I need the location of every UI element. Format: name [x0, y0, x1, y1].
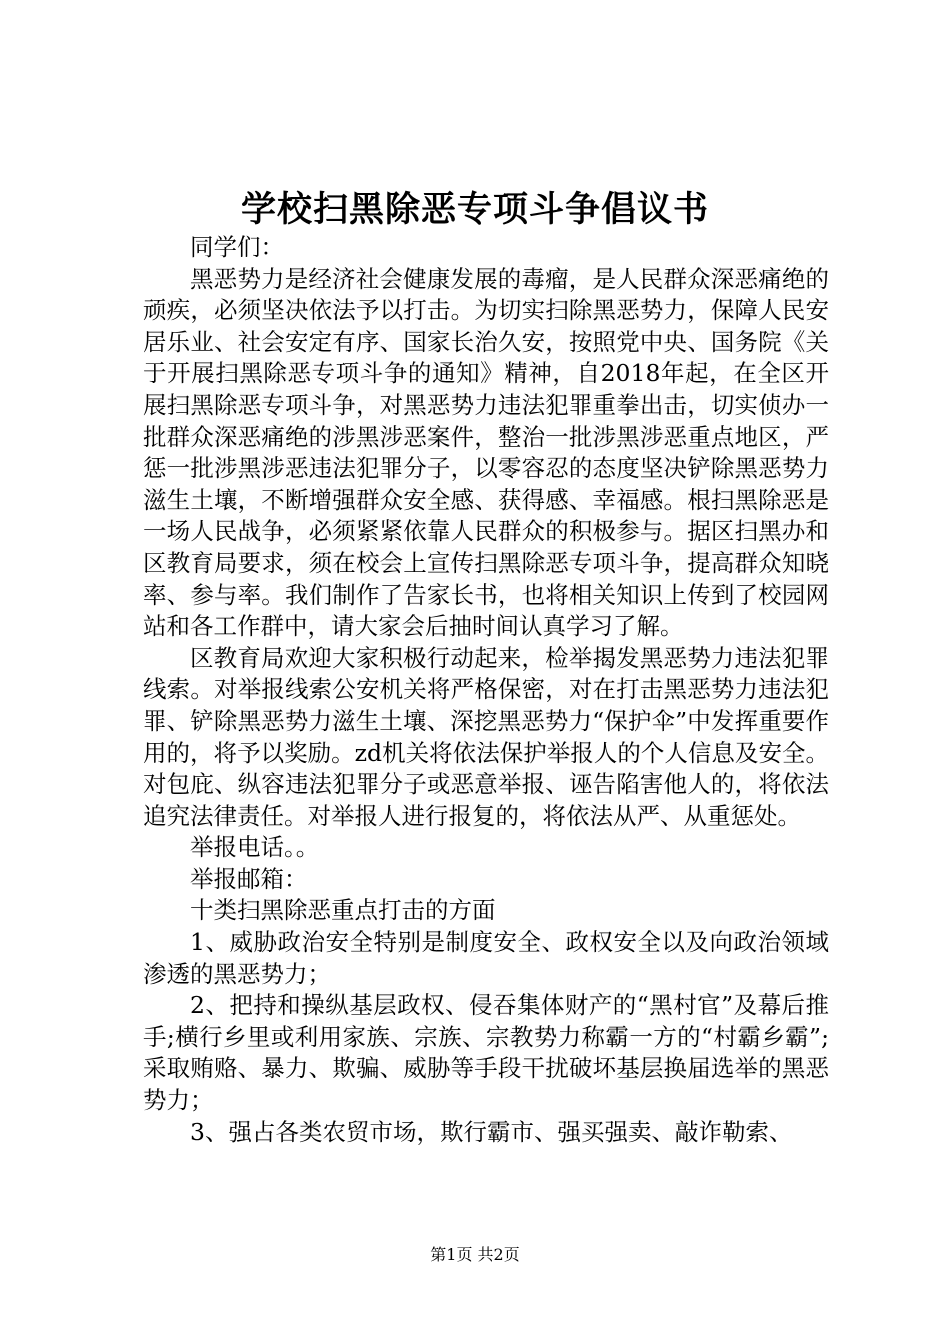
section-heading: 十类扫黑除恶重点打击的方面: [190, 896, 496, 925]
greeting: 同学们：: [190, 233, 284, 261]
paragraph-reporting: 区教育局欢迎大家积极行动起来，检举揭发黑恶势力违法犯罪线索。对举报线索公安机关将严格保密，对在打击黑恶势力违法犯罪、铲除黑恶势力滋生土壤、深挖黑恶势力“保护伞”中发挥重要作用的，将予以奖励。zd机关将依法保护举报人的个人信息及安全。对包庇、纵容违法犯罪分子或恶意举报、诬告陷害他人的，将依法追究法律责任。对举报人进行报复的，将依法从严、从重惩处。: [143, 643, 829, 830]
report-email: 举报邮箱：: [190, 864, 308, 893]
report-phone: 举报电话。。: [190, 833, 320, 862]
list-item-2: 2、把持和操纵基层政权、侵吞集体财产的“黑村官”及幕后推手;横行乡里或利用家族、宗族、宗教势力称霸一方的“村霸乡霸”;采取贿赂、暴力、欺骗、威胁等手段干扰破坏基层换届选举的黑恶势力；: [143, 991, 829, 1115]
paragraph-intro: 黑恶势力是经济社会健康发展的毒瘤，是人民群众深恶痛绝的顽疾，必须坚决依法予以打击。为切实扫除黑恶势力，保障人民安居乐业、社会安定有序、国家长治久安，按照党中央、国务院《关于开展扫黑除恶专项斗争的通知》精神，自2018年起，在全区开展扫黑除恶专项斗争，对黑恶势力违法犯罪重拳出击，切实侦办一批群众深恶痛绝的涉黑涉恶案件，整治一批涉黑涉恶重点地区，严惩一批涉黑涉恶违法犯罪分子，以零容忍的态度坚决铲除黑恶势力滋生土壤，不断增强群众安全感、获得感、幸福感。根扫黑除恶是一场人民战争，必须紧紧依靠人民群众的积极参与。据区扫黑办和区教育局要求，须在校会上宣传扫黑除恶专项斗争，提高群众知晓率、参与率。我们制作了告家长书，也将相关知识上传到了校园网站和各工作群中，请大家会后抽时间认真学习了解。: [143, 264, 829, 641]
document-title: 学校扫黑除恶专项斗争倡议书: [240, 189, 709, 230]
page-footer: 第1页 共2页: [430, 1245, 520, 1264]
list-item-1: 1、威胁政治安全特别是制度安全、政权安全以及向政治领域渗透的黑恶势力；: [143, 928, 829, 988]
document-body: [143, 232, 829, 1148]
list-item-3: 3、强占各类农贸市场，欺行霸市、强买强卖、敲诈勒索、: [190, 1117, 793, 1146]
